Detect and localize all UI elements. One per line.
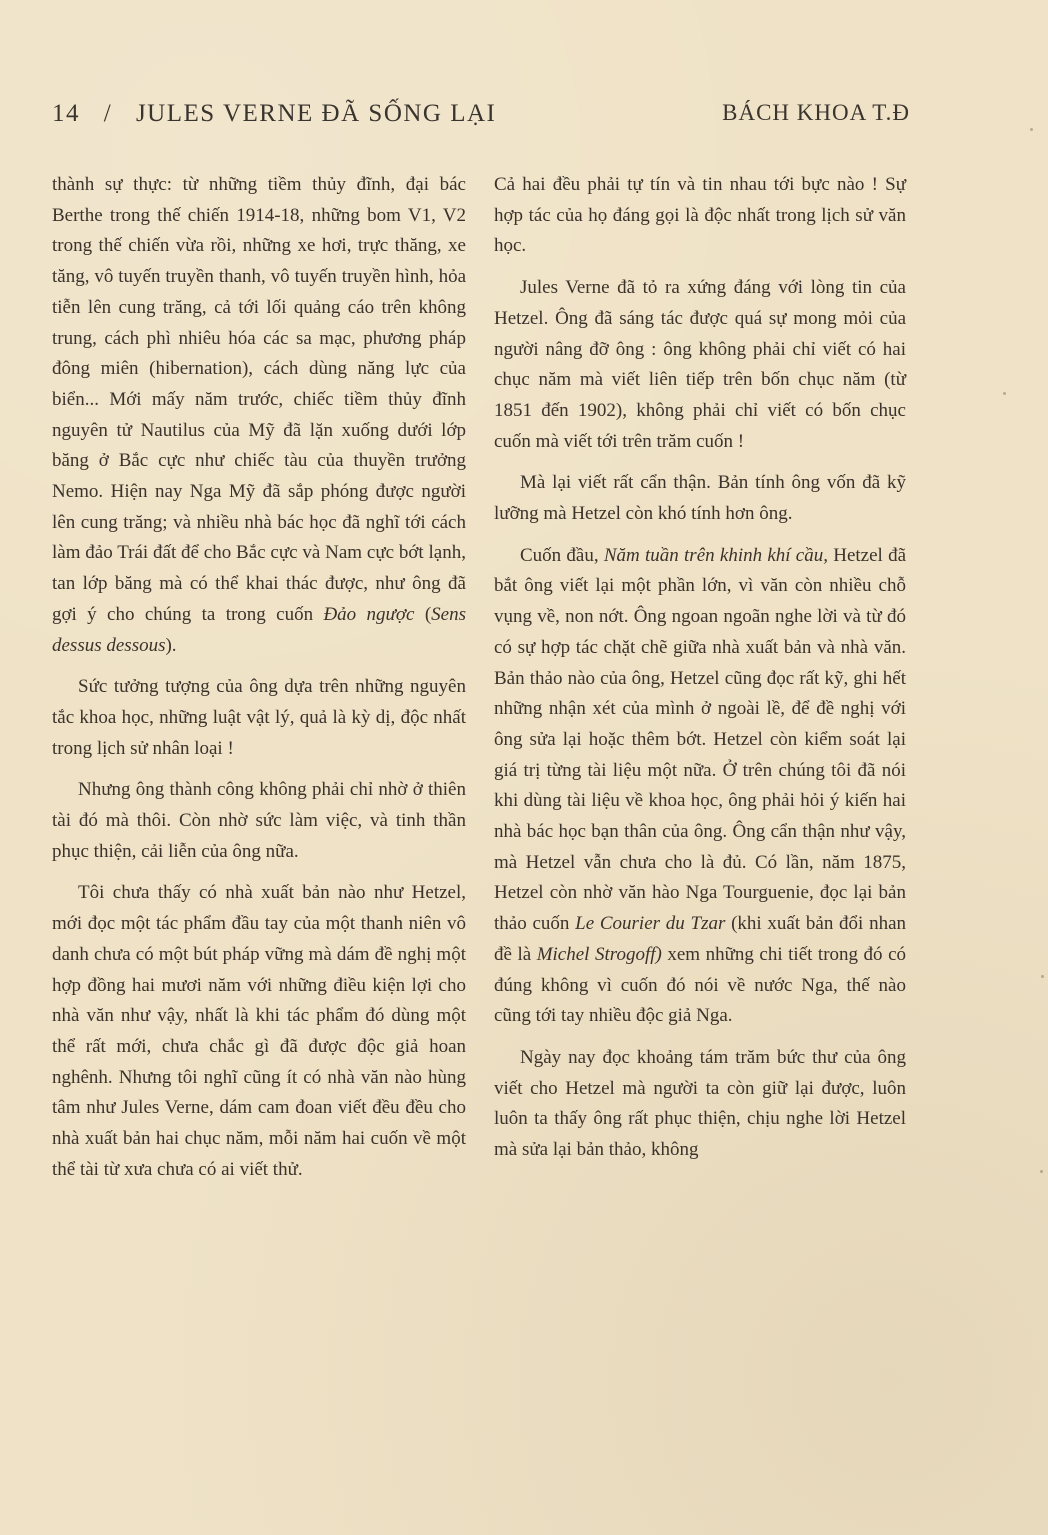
paragraph: Tôi chưa thấy có nhà xuất bản nào như Hetzel, mới đọc một tác phẩm đầu tay của một thanh niên vô danh chưa có một bút pháp vững mà dám đề nghị một hợp đồng hai mươi năm với những điều kiện lợi cho nhà văn như vậy, nhất là khi tác phẩm đó dùng một thể rất mới, chưa chắc gì đã được độc giả hoan nghênh. Nhưng tôi nghĩ cũng ít có nhà văn nào hùng tâm như Jules Verne, dám cam đoan viết đều đều cho nhà xuất bản hai chục năm, mỗi năm hai cuốn về một thể tài từ xưa chưa có ai viết thử. (52, 882, 466, 1180)
header-separator: / (103, 100, 113, 127)
paragraph: Jules Verne đã tỏ ra xứng đáng với lòng tin của Hetzel. Ông đã sáng tác được quá sự mong mỏi của người nâng đỡ ông : ông không phải chỉ viết có hai chục năm mà viết liên tiếp trên bốn chục năm (từ 1851 đến 1902), không phải chỉ viết có bốn chục cuốn mà viết tới trên trăm cuốn ! (494, 277, 906, 452)
book-title: Năm tuần trên khinh khí cầu, (603, 544, 828, 566)
paragraph-text: nhan đề là (494, 913, 906, 965)
paragraph (494, 541, 906, 1032)
page-number: 14 (52, 100, 80, 127)
left-column (52, 170, 466, 1197)
paragraph-lead: Cuốn đầu, (520, 544, 599, 566)
magazine-name: BÁCH KHOA T.Đ (722, 100, 910, 125)
paragraph-text: Hetzel đã bắt ông viết lại một phần lớn, vì văn còn nhiều chỗ vụng về, non nớt. Ông ngoan ngoãn nghe lời và từ đó có sự hợp tác chặt chẽ giữa nhà xuất bản và nhà văn. Bản thảo nào của ông, Hetzel cũng đọc rất kỹ, ghi hết những nhận xét của mình ở ngoài lề, để đề nghị với ông sửa lại hoặc thêm bớt. Hetzel còn kiểm soát lại giá trị từng tài liệu một nữa. Ở trên chúng tôi đã nói khi dùng tài liệu về khoa học, ông phải hỏi ý kiến hai nhà bác học bạn thân của ông. Ông cẩn thận như vậy, mà Hetzel vẫn chưa cho là đủ. Có lần, năm 1875, Hetzel còn nhờ văn hào Nga Tourguenie, đọc lại bản thảo cuốn (494, 544, 907, 935)
paragraph: thành sự thực: từ những tiềm thủy đĩnh, đại bác Berthe trong thế chiến 1914-18, những bom V1, V2 trong thế chiến vừa rồi, những xe hơi, trực thăng, xe tăng, vô tuyến truyền thanh, vô tuyến truyền hình, hỏa tiễn lên cung trăng, cả tới lối quảng cáo trên không trung, cách phì nhiêu hóa các sa mạc, phương pháp đông miên (hibernation), cách dùng năng lực của biển... Mới mấy năm trước, chiếc tiềm thủy đĩnh nguyên tử Nautilus của Mỹ đã lặn xuống dưới lớp băng ở Bắc cực như chiếc tàu của thuyền trưởng Nemo. Hiện nay Nga Mỹ đã sắp phóng được người lên cung trăng; và nhiều nhà bác học đã nghĩ tới cách làm đảo Trái đất để cho Bắc cực và Nam cực bớt lạnh, tan lớp băng mà có thể khai thác được, như ông đã gợi ý cho chúng ta trong cuốn Đảo ngược (Sens dessus dessous). (52, 174, 466, 656)
right-column (494, 170, 906, 1177)
running-title: JULES VERNE ĐÃ SỐNG LẠI (135, 100, 497, 127)
header-left (52, 100, 496, 128)
running-header (52, 100, 908, 140)
paper-speck (1030, 128, 1033, 131)
paper-speck (1040, 1170, 1043, 1173)
paper-speck (1041, 975, 1044, 978)
paragraph: Nhưng ông thành công không phải chỉ nhờ ở thiên tài đó mà thôi. Còn nhờ sức làm việc, và tinh thần phục thiện, cải liễn của ông nữa. (52, 779, 466, 862)
paragraph-text: thành sự thực: từ những tiềm thủy đĩnh, đại bác Berthe trong thế chiến 1914-18, những bom V1, V2 trong thế chiến vừa rồi, những xe hơi, trực thăng, xe tăng, vô tuyến truyền thanh, vô tuyến truyền hình, hỏa tiễn lên cung trăng, cả tới lối quảng cáo trên không trung, cách phì nhiêu hóa các sa mạc, phương pháp đông miên (hibernation), cách dùng năng lực của biển... Mới mấy năm trước, chiếc tiềm thủy đĩnh nguyên tử Nautilus của Mỹ đã lặn xuống dưới lớp băng ở Bắc cực như chiếc tàu của thuyền trưởng Nemo. Hiện nay Nga Mỹ đã sắp phóng được người lên cung trăng; và nhiều nhà bác học đã nghĩ tới cách làm đảo Trái đất để cho Bắc cực và Nam cực bớt lạnh, tan lớp băng mà có thể khai thác được, như ông đã gợi ý cho chúng ta trong cuốn (52, 174, 466, 625)
paragraph-text: (khi xuất bản đổi (731, 913, 864, 935)
paragraph-text: xem những chi tiết trong đó có đúng không vì cuốn đó nói về nước Nga, thế nào cũng tới tay nhiều độc giả Nga. (494, 943, 907, 1027)
paragraph: Mà lại viết rất cẩn thận. Bản tính ông vốn đã kỹ lưỡng mà Hetzel còn khó tính hơn ông. (494, 472, 906, 525)
paper-speck (1003, 392, 1006, 395)
paragraph: Sức tưởng tượng của ông dựa trên những nguyên tắc khoa học, những luật vật lý, quả là kỳ dị, độc nhất trong lịch sử nhân loại ! (52, 676, 466, 759)
paragraph: Cả hai đều phải tự tín và tin nhau tới bực nào ! Sự hợp tác của họ đáng gọi là độc nhất trong lịch sử văn học. (494, 174, 906, 257)
book-title: Michel Strogoff) (536, 943, 662, 965)
book-title: Le Courier du Tzar (575, 913, 726, 935)
paragraph: Ngày nay đọc khoảng tám trăm bức thư của ông viết cho Hetzel mà người ta còn giữ lại được, luôn luôn ta thấy ông rất phục thiện, chịu nghe lời Hetzel mà sửa lại bản thảo, không (494, 1046, 906, 1161)
book-original-title: Sens dessus dessous (52, 603, 466, 656)
book-title: Đảo ngược (323, 603, 415, 625)
